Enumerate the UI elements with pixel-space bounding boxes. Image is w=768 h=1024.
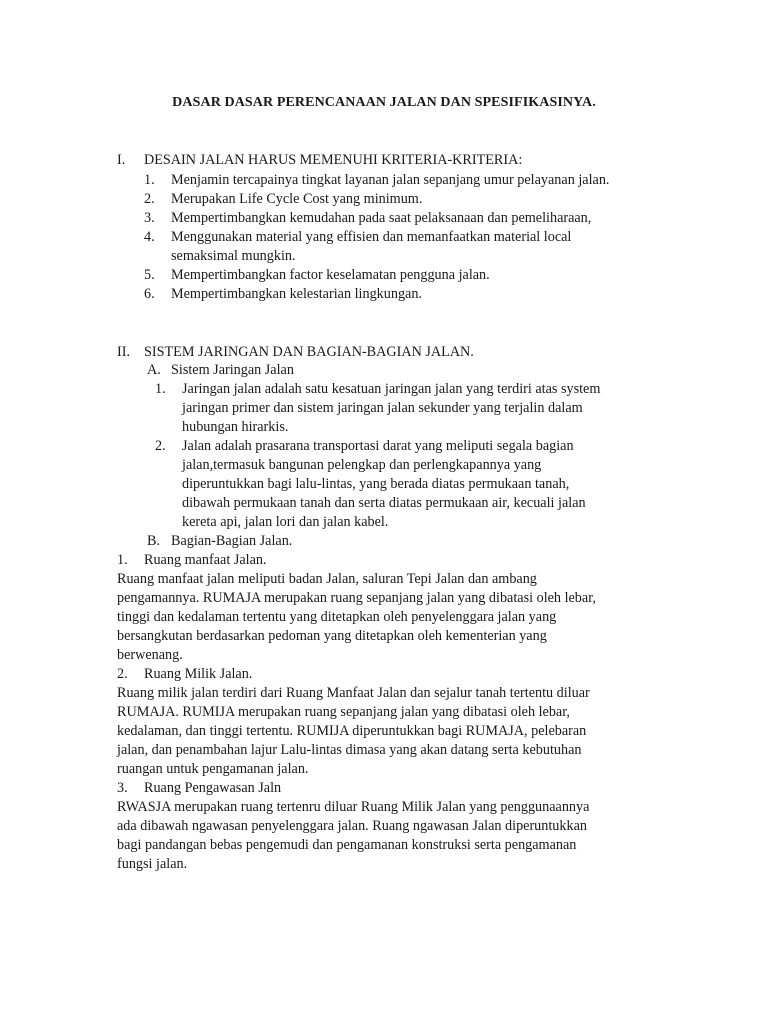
list-item-continuation: [182, 418, 288, 437]
subsection-a-heading: [147, 361, 294, 380]
list-item: [155, 437, 574, 456]
list-text: hubungan hirarkis.: [182, 419, 289, 435]
section-2-heading: [117, 343, 474, 362]
list-item-continuation: [182, 456, 541, 475]
list-item: [144, 171, 609, 190]
list-number: 3.: [144, 210, 155, 226]
part-number: 2.: [117, 666, 128, 682]
paragraph-line: jalan, dan penambahan lajur Lalu-lintas dimasa yang akan datang serta kebutuhan: [117, 742, 582, 758]
list-number: 5.: [144, 267, 155, 283]
part-number: 3.: [117, 780, 128, 796]
subsection-letter: A.: [147, 362, 161, 378]
list-item-continuation: [182, 494, 586, 513]
list-text: semaksimal mungkin.: [171, 248, 296, 264]
part-heading: [117, 779, 281, 798]
part-heading: [117, 551, 267, 570]
list-number: 4.: [144, 229, 155, 245]
list-text: Merupakan Life Cycle Cost yang minimum.: [171, 191, 423, 207]
part-heading-text: Ruang Milik Jalan.: [144, 666, 253, 682]
list-text: kereta api, jalan lori dan jalan kabel.: [182, 514, 389, 530]
paragraph-line: berwenang.: [117, 647, 183, 663]
part-heading-text: Ruang manfaat Jalan.: [144, 552, 267, 568]
section-1-heading: [117, 151, 522, 170]
section-number: I.: [117, 152, 126, 168]
list-item: [144, 228, 571, 247]
list-item-continuation: [182, 513, 388, 532]
document-title: DASAR DASAR PERENCANAAN JALAN DAN SPESIFIKASINYA.: [172, 95, 596, 110]
paragraph-line: tinggi dan kedalaman tertentu yang ditetapkan oleh penyelenggara jalan yang: [117, 609, 557, 625]
list-number: 1.: [155, 381, 166, 397]
paragraph-line: Ruang manfaat jalan meliputi badan Jalan, saluran Tepi Jalan dan ambang: [117, 571, 537, 587]
paragraph-line: bersangkutan berdasarkan pedoman yang ditetapkan oleh kementerian yang: [117, 628, 547, 644]
paragraph-line: Ruang milik jalan terdiri dari Ruang Manfaat Jalan dan sejalur tanah tertentu diluar: [117, 685, 590, 701]
paragraph-line: RUMAJA. RUMIJA merupakan ruang sepanjang jalan yang dibatasi oleh lebar,: [117, 704, 570, 720]
subsection-heading-text: Sistem Jaringan Jalan: [171, 362, 294, 378]
subsection-letter: B.: [147, 533, 161, 549]
list-item: [144, 266, 490, 285]
list-item-continuation: [171, 247, 296, 266]
paragraph: [117, 684, 647, 779]
subsection-heading-text: Bagian-Bagian Jalan.: [171, 533, 293, 549]
paragraph: [117, 570, 647, 665]
list-item: [144, 190, 422, 209]
list-item: [144, 285, 422, 304]
list-item: [144, 209, 591, 228]
paragraph-line: ada dibawah ngawasan penyelenggara jalan. Ruang ngawasan Jalan diperuntukkan: [117, 818, 587, 834]
paragraph: [117, 798, 647, 874]
paragraph-line: kedalaman, dan tinggi tertentu. RUMIJA diperuntukkan bagi RUMAJA, pelebaran: [117, 723, 587, 739]
list-number: 6.: [144, 286, 155, 302]
paragraph-line: pengamannya. RUMAJA merupakan ruang sepanjang jalan yang dibatasi oleh lebar,: [117, 590, 596, 606]
list-text: Mempertimbangkan kemudahan pada saat pelaksanaan dan pemeliharaan,: [171, 210, 592, 226]
part-heading-text: Ruang Pengawasan Jaln: [144, 780, 282, 796]
paragraph-line: ruangan untuk pengamanan jalan.: [117, 761, 309, 777]
list-number: 2.: [144, 191, 155, 207]
list-text: diperuntukkan bagi lalu-lintas, yang berada diatas permukaan tanah,: [182, 476, 570, 492]
list-text: Menggunakan material yang effisien dan memanfaatkan material local: [171, 229, 572, 245]
list-number: 2.: [155, 438, 166, 454]
subsection-b-heading: [147, 532, 292, 551]
section-heading-text: SISTEM JARINGAN DAN BAGIAN-BAGIAN JALAN.: [144, 344, 474, 360]
list-text: jalan,termasuk bangunan pelengkap dan perlengkapannya yang: [182, 457, 542, 473]
paragraph-line: fungsi jalan.: [117, 856, 188, 872]
list-text: Jalan adalah prasarana transportasi darat yang meliputi segala bagian: [182, 438, 574, 454]
paragraph-line: bagi pandangan bebas pengemudi dan pengamanan konstruksi serta pengamanan: [117, 837, 577, 853]
section-number: II.: [117, 344, 130, 360]
list-item: [155, 380, 600, 399]
list-text: Menjamin tercapainya tingkat layanan jalan sepanjang umur pelayanan jalan.: [171, 172, 610, 188]
part-number: 1.: [117, 552, 128, 568]
list-text: dibawah permukaan tanah dan serta diatas permukaan air, kecuali jalan: [182, 495, 586, 511]
list-text: Mempertimbangkan kelestarian lingkungan.: [171, 286, 422, 302]
list-item-continuation: [182, 399, 583, 418]
section-heading-text: DESAIN JALAN HARUS MEMENUHI KRITERIA-KRITERIA:: [144, 152, 523, 168]
list-text: Mempertimbangkan factor keselamatan pengguna jalan.: [171, 267, 490, 283]
list-text: jaringan primer dan sistem jaringan jalan sekunder yang terjalin dalam: [182, 400, 583, 416]
part-heading: [117, 665, 252, 684]
list-item-continuation: [182, 475, 569, 494]
list-number: 1.: [144, 172, 155, 188]
list-text: Jaringan jalan adalah satu kesatuan jaringan jalan yang terdiri atas system: [182, 381, 601, 397]
paragraph-line: RWASJA merupakan ruang tertenru diluar Ruang Milik Jalan yang penggunaannya: [117, 799, 590, 815]
